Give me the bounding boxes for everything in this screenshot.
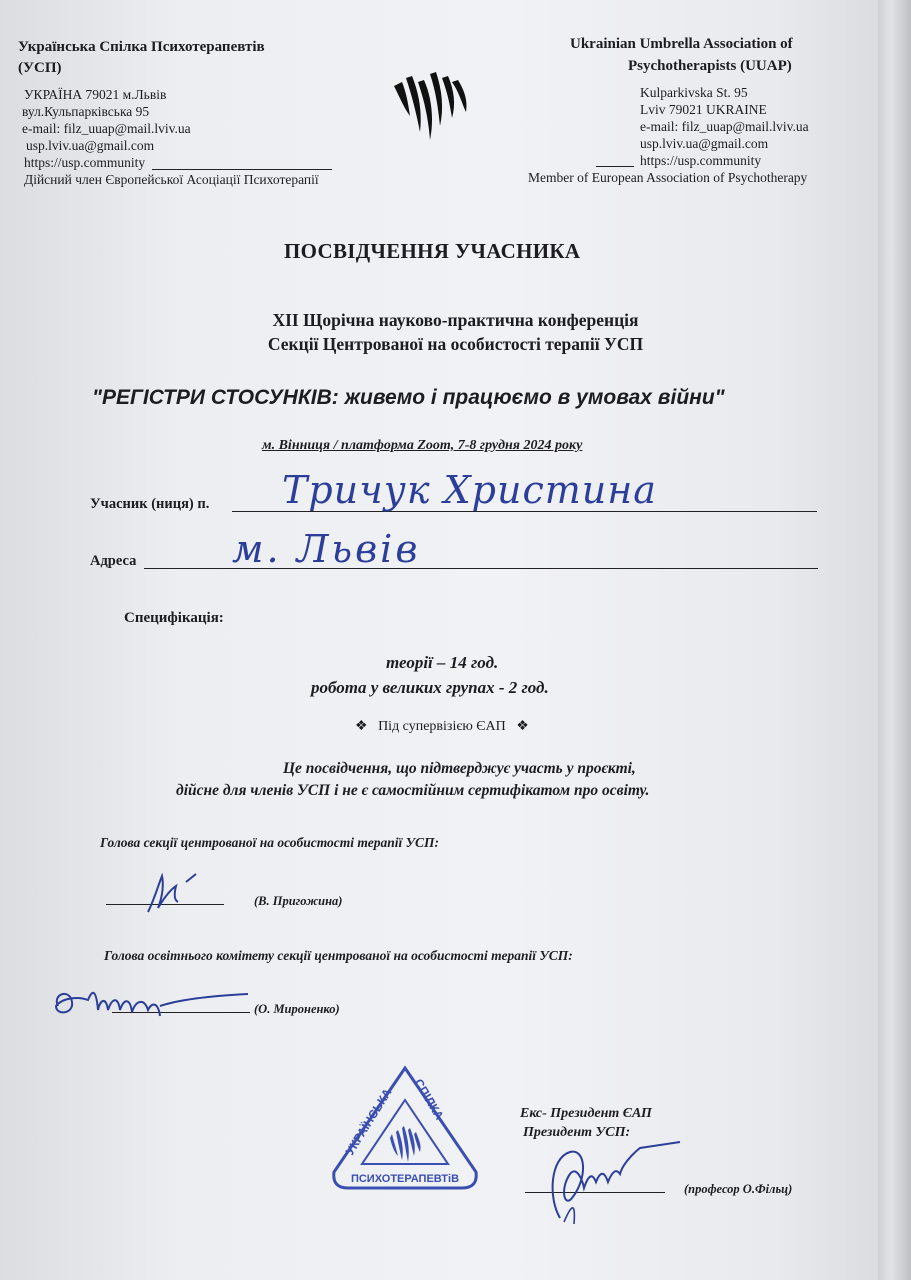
usp-stamp	[330, 1064, 480, 1194]
validity-note-1: Це посвідчення, що підтверджує участь у проєкті,	[283, 760, 636, 777]
spec-groups: робота у великих групах - 2 год.	[311, 678, 549, 697]
stamp-bottom-text: ПСИХОТЕРАПЕВТіВ	[350, 1173, 460, 1185]
head2-title: Голова освітнього комітету секції центрованої на особистості терапії УСП:	[104, 948, 573, 963]
membership-line: Member of European Association of Psychotherapy	[528, 170, 808, 185]
address-line: УКРАЇНА 79021 м.Львів	[24, 87, 167, 102]
address-line: Lviv 79021 UKRAINE	[640, 102, 767, 117]
org-abbr-en: Psychotherapists (UUAP)	[628, 58, 792, 74]
diamond-icon: ❖	[516, 719, 529, 734]
signature-prigozhina	[140, 868, 210, 916]
stamp-arc-left: УКРАЇНСЬКА	[342, 1085, 395, 1158]
head1-name: (В. Пригожина)	[254, 894, 343, 908]
email-line: e-mail: filz_uuap@mail.lviv.ua	[22, 121, 191, 136]
email-line: usp.lviv.ua@gmail.com	[640, 136, 769, 151]
org-abbr-uk: (УСП)	[18, 60, 62, 76]
address-line: вул.Кульпарківська 95	[22, 104, 150, 119]
participant-name-handwritten: Тричук Христина	[282, 468, 657, 512]
head1-title: Голова секції центрованої на особистості терапії УСП:	[100, 835, 439, 850]
president-name: (професор О.Фільц)	[684, 1182, 793, 1196]
email-line: e-mail: filz_uuap@mail.lviv.ua	[640, 119, 809, 134]
header-rule	[596, 166, 634, 167]
conference-section: Секції Центрованої на особистості терапії УСП	[267, 334, 644, 354]
svg-text:УКРАЇНСЬКА	[343, 1086, 395, 1158]
address-handwritten: м. Львів	[232, 527, 421, 571]
address-label: Адреса	[90, 553, 137, 569]
conference-title: XII Щорічна науково-практична конференція	[272, 310, 639, 330]
president-line2: Президент УСП:	[523, 1125, 631, 1140]
paper-edge	[878, 0, 911, 1280]
usp-logo-icon	[390, 68, 470, 148]
email-line: usp.lviv.ua@gmail.com	[26, 138, 155, 153]
page-title: ПОСВІДЧЕННЯ УЧАСНИКА	[284, 239, 581, 263]
address-line: Kulparkivska St. 95	[640, 85, 748, 100]
signature-mironenko	[48, 980, 268, 1024]
website-line: https://usp.community	[24, 155, 146, 170]
signature-filts	[530, 1138, 690, 1228]
supervision-text: Під супервізією ЄАП	[378, 719, 506, 734]
website-line: https://usp.community	[640, 153, 762, 168]
spec-theory: теорії – 14 год.	[386, 653, 499, 672]
president-line1: Екс- Президент ЄАП	[520, 1106, 652, 1121]
svg-text:СПІЛКА	[411, 1076, 446, 1122]
stamp-arc-right: СПІЛКА	[411, 1076, 447, 1123]
validity-note-2: дійсне для членів УСП і не є самостійним сертифікатом про освіту.	[176, 782, 650, 799]
conference-theme: "РЕГІСТРИ СТОСУНКІВ: живемо і працюємо в умовах війни"	[92, 386, 725, 409]
org-name-uk: Українська Спілка Психотерапевтів	[18, 39, 265, 55]
header-rule	[152, 169, 332, 170]
diamond-icon: ❖	[355, 719, 368, 734]
membership-line: Дійсний член Європейської Асоціації Психотерапії	[24, 172, 319, 187]
spec-label: Специфікація:	[124, 610, 224, 626]
org-name-en: Ukrainian Umbrella Association of	[570, 36, 793, 52]
supervision-line	[355, 718, 529, 735]
head2-name: (О. Мироненко)	[254, 1002, 340, 1016]
participant-label: Учасник (ниця) п.	[90, 496, 210, 512]
place-date: м. Вінниця / платформа Zoom, 7-8 грудня 2024 року	[262, 438, 583, 453]
